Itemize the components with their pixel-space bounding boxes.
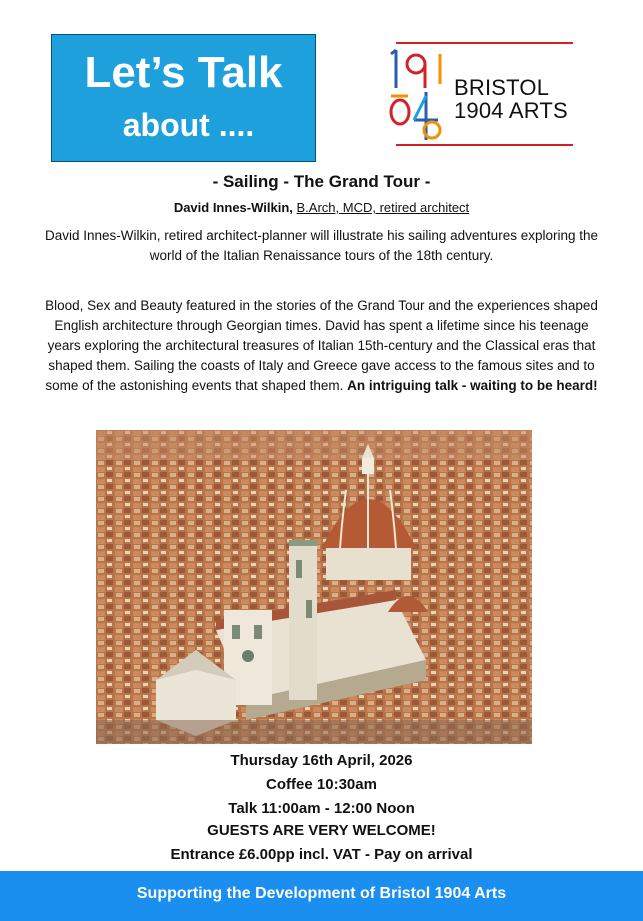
tagline: An intriguing talk - waiting to be heard! xyxy=(347,378,598,393)
footer-text: Supporting the Development of Bristol 1904 Arts xyxy=(136,885,507,902)
description-paragraph xyxy=(40,296,603,396)
cathedral-illustration-icon xyxy=(96,430,532,744)
florence-cathedral-photo xyxy=(96,430,532,744)
logo-wordmark xyxy=(454,76,568,122)
description-text: Blood, Sex and Beauty featured in the stories of the Grand Tour and the experiences shaped English architecture through Georgian times. David has spent a lifetime since his teenage years exploring the architectural treasures of Italian 15th-century and the Classical eras that shaped them. Sailing the coasts of Italy and Greece gave access to the famous sites and to some of the astonishing events that shaped them. xyxy=(45,298,598,393)
logo-bottom-rule xyxy=(396,144,573,146)
lets-talk-banner xyxy=(51,34,316,162)
event-date: Thursday 16th April, 2026 xyxy=(230,752,413,769)
intro-paragraph: David Innes-Wilkin, retired architect-planner will illustrate his sailing adventures exploring the world of the Italian Renaissance tours of the 18th century. xyxy=(45,228,598,263)
speaker-name: David Innes-Wilkin, xyxy=(173,200,293,215)
logo-line-1: BRISTOL xyxy=(454,75,550,100)
event-coffee: Coffee 10:30am xyxy=(266,776,377,793)
speaker-line xyxy=(0,200,643,215)
footer-banner xyxy=(0,871,643,921)
event-talk-time: Talk 11:00am - 12:00 Noon xyxy=(228,800,415,817)
event-entrance: Entrance £6.00pp incl. VAT - Pay on arrival xyxy=(170,846,473,863)
banner-line-1: Let’s Talk xyxy=(84,48,283,97)
banner-line-2: about .... xyxy=(122,107,255,143)
bristol-1904-arts-logo xyxy=(388,40,573,150)
logo-line-2: 1904 ARTS xyxy=(454,98,568,123)
talk-title: - Sailing - The Grand Tour - xyxy=(212,172,431,191)
event-guests: GUESTS ARE VERY WELCOME! xyxy=(207,822,436,839)
speaker-credentials: B.Arch, MCD, retired architect xyxy=(296,200,470,215)
logo-1904-glyph-icon xyxy=(388,44,450,144)
